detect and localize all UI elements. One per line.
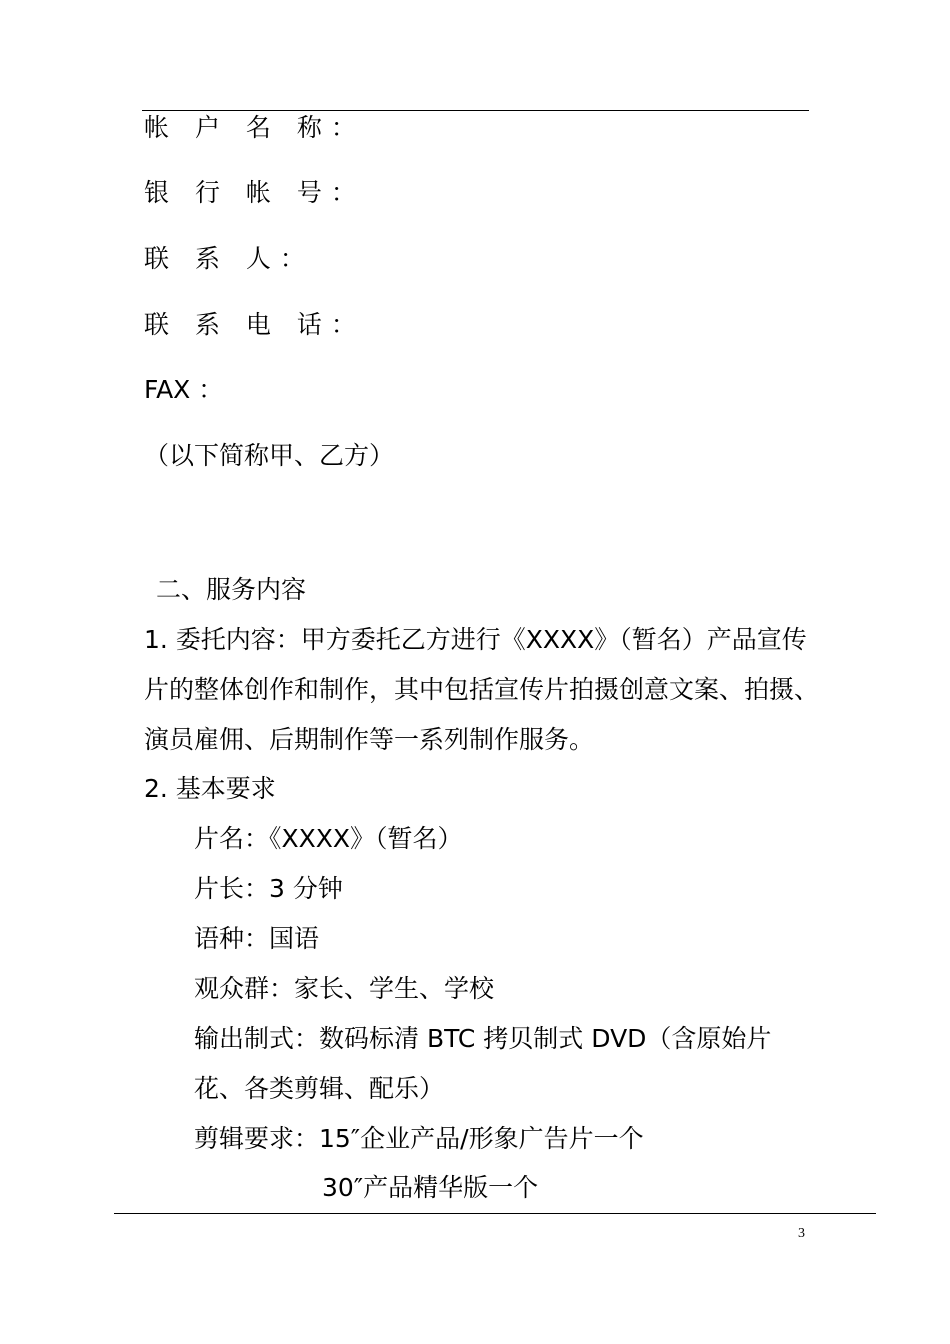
film-name: 片名：《XXXX》（暂名） [194,824,463,853]
contact-person-label: 联 系 人： [144,244,314,273]
item1-line2: 片的整体创作和制作，其中包括宣传片拍摄创意文案、拍摄、 [144,675,820,704]
item2-heading: 2. 基本要求 [144,774,276,803]
abbreviation-note: （以下简称甲、乙方） [144,441,395,470]
item1-line3: 演员雇佣、后期制作等一系列制作服务。 [144,725,595,754]
language: 语种：国语 [194,924,320,953]
output-format-line2: 花、各类剪辑、配乐） [194,1074,445,1103]
footer-rule [114,1213,876,1214]
header-rule [142,110,809,111]
section-heading: 二、服务内容 [156,575,307,604]
editing-requirement-line1: 剪辑要求：15″企业产品/形象广告片一个 [194,1124,644,1153]
contact-phone-label: 联 系 电 话： [144,310,365,339]
item1-line1: 1. 委托内容：甲方委托乙方进行《XXXX》（暂名）产品宣传 [144,625,807,654]
page-number: 3 [798,1226,805,1241]
bank-account-label: 银 行 帐 号： [144,178,365,207]
editing-requirement-line2: 30″产品精华版一个 [322,1173,539,1202]
film-length: 片长：3 分钟 [194,874,343,903]
account-name-label: 帐 户 名 称： [144,113,365,142]
fax-label: FAX ： [144,375,224,404]
audience: 观众群：家长、学生、学校 [194,974,495,1003]
output-format-line1: 输出制式：数码标清 BTC 拷贝制式 DVD（含原始片 [194,1024,772,1053]
